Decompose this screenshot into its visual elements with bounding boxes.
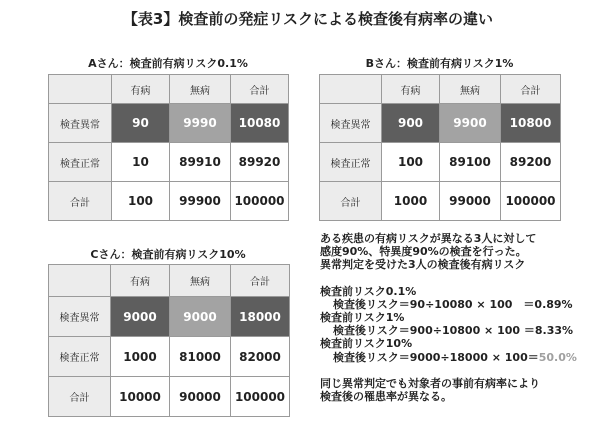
cell-positive-total: 18000 xyxy=(231,297,290,337)
figure-title: 【表3】検査前の発症リスクによる検査後有病率の違い xyxy=(122,10,494,28)
post-test-value-highlight: 50.0% xyxy=(538,350,577,364)
table-row xyxy=(49,75,289,104)
header-cell-empty xyxy=(49,75,112,104)
post-test-risk-line xyxy=(320,351,610,364)
table-b xyxy=(319,74,561,221)
conclusion-line: 同じ異常判定でも対象者の事前有病率により xyxy=(320,376,540,390)
header-cell-total: 合計 xyxy=(231,265,290,297)
header-cell-empty xyxy=(49,265,111,297)
cell-true-negative: 89100 xyxy=(440,143,501,182)
row-label-total: 合計 xyxy=(49,182,112,221)
cell-negative-total: 89200 xyxy=(501,143,561,182)
cell-positive-total: 10080 xyxy=(231,104,289,143)
intro-line: ある疾患の有病リスクが異なる3人に対して xyxy=(320,232,537,245)
cell-true-positive: 900 xyxy=(382,104,440,143)
post-test-value: 8.33% xyxy=(534,324,574,338)
row-label-abnormal: 検査異常 xyxy=(49,297,111,337)
row-label-normal: 検査正常 xyxy=(49,337,111,377)
row-label-total: 合計 xyxy=(49,377,111,417)
post-test-formula: 検査後リスク＝900÷10800 × 100 ＝ xyxy=(333,324,535,338)
cell-false-negative: 1000 xyxy=(111,337,170,377)
row-label-normal: 検査正常 xyxy=(49,143,112,182)
cell-diseased-total: 1000 xyxy=(382,182,440,221)
table-row xyxy=(49,337,290,377)
header-cell-total: 合計 xyxy=(501,75,561,104)
post-test-risk-line xyxy=(320,298,610,311)
intro-line: 感度90%、特異度90%の検査を行った。 xyxy=(320,245,527,259)
table-row xyxy=(49,377,290,417)
post-test-formula: 検査後リスク＝90÷10080 × 100 ＝ xyxy=(333,297,535,311)
row-label-abnormal: 検査異常 xyxy=(49,104,112,143)
cell-positive-total: 10800 xyxy=(501,104,561,143)
table-c-caption: Cさん：検査前有病リスク10% xyxy=(90,248,246,261)
table-row xyxy=(49,104,289,143)
table-row xyxy=(49,265,290,297)
intro-line: 異常判定を受けた3人の検査後有病リスク xyxy=(320,258,526,272)
table-row xyxy=(49,297,290,337)
table-row xyxy=(49,143,289,182)
header-cell-healthy: 無病 xyxy=(440,75,501,104)
cell-true-positive: 9000 xyxy=(111,297,170,337)
cell-grand-total: 100000 xyxy=(501,182,561,221)
cell-negative-total: 89920 xyxy=(231,143,289,182)
table-row xyxy=(320,104,561,143)
table-a xyxy=(48,74,289,221)
header-cell-healthy: 無病 xyxy=(170,75,231,104)
pre-test-risk-label: 検査前リスク1% xyxy=(320,311,405,325)
post-test-value: 0.89% xyxy=(534,297,573,311)
table-row xyxy=(320,182,561,221)
post-test-formula: 検査後リスク＝9000÷18000 × 100＝ xyxy=(333,350,539,364)
header-cell-healthy: 無病 xyxy=(170,265,231,297)
cell-true-negative: 89910 xyxy=(170,143,231,182)
header-cell-diseased: 有病 xyxy=(112,75,170,104)
cell-true-positive: 90 xyxy=(112,104,170,143)
header-cell-diseased: 有病 xyxy=(382,75,440,104)
cell-healthy-total: 99900 xyxy=(170,182,231,221)
header-cell-total: 合計 xyxy=(231,75,289,104)
table-a-caption: Aさん：検査前有病リスク0.1% xyxy=(88,57,248,70)
pre-test-risk-label: 検査前リスク0.1% xyxy=(320,284,417,298)
table-row xyxy=(320,143,561,182)
row-label-abnormal: 検査異常 xyxy=(320,104,382,143)
cell-diseased-total: 10000 xyxy=(111,377,170,417)
cell-false-positive: 9900 xyxy=(440,104,501,143)
row-label-normal: 検査正常 xyxy=(320,143,382,182)
post-test-risk-line xyxy=(320,324,610,337)
pre-test-risk-label: 検査前リスク10% xyxy=(320,337,413,351)
explanation-notes xyxy=(320,232,610,403)
cell-true-negative: 81000 xyxy=(170,337,231,377)
table-row xyxy=(49,182,289,221)
cell-false-negative: 100 xyxy=(382,143,440,182)
header-cell-diseased: 有病 xyxy=(111,265,170,297)
row-label-total: 合計 xyxy=(320,182,382,221)
cell-false-positive: 9990 xyxy=(170,104,231,143)
cell-false-negative: 10 xyxy=(112,143,170,182)
table-row xyxy=(320,75,561,104)
conclusion-line: 検査後の罹患率が異なる。 xyxy=(320,390,452,404)
cell-false-positive: 9000 xyxy=(170,297,231,337)
header-cell-empty xyxy=(320,75,382,104)
cell-negative-total: 82000 xyxy=(231,337,290,377)
cell-diseased-total: 100 xyxy=(112,182,170,221)
cell-healthy-total: 99000 xyxy=(440,182,501,221)
table-b-caption: Bさん：検査前有病リスク1% xyxy=(365,57,514,70)
cell-healthy-total: 90000 xyxy=(170,377,231,417)
cell-grand-total: 100000 xyxy=(231,377,290,417)
cell-grand-total: 100000 xyxy=(231,182,289,221)
table-c xyxy=(48,264,290,417)
